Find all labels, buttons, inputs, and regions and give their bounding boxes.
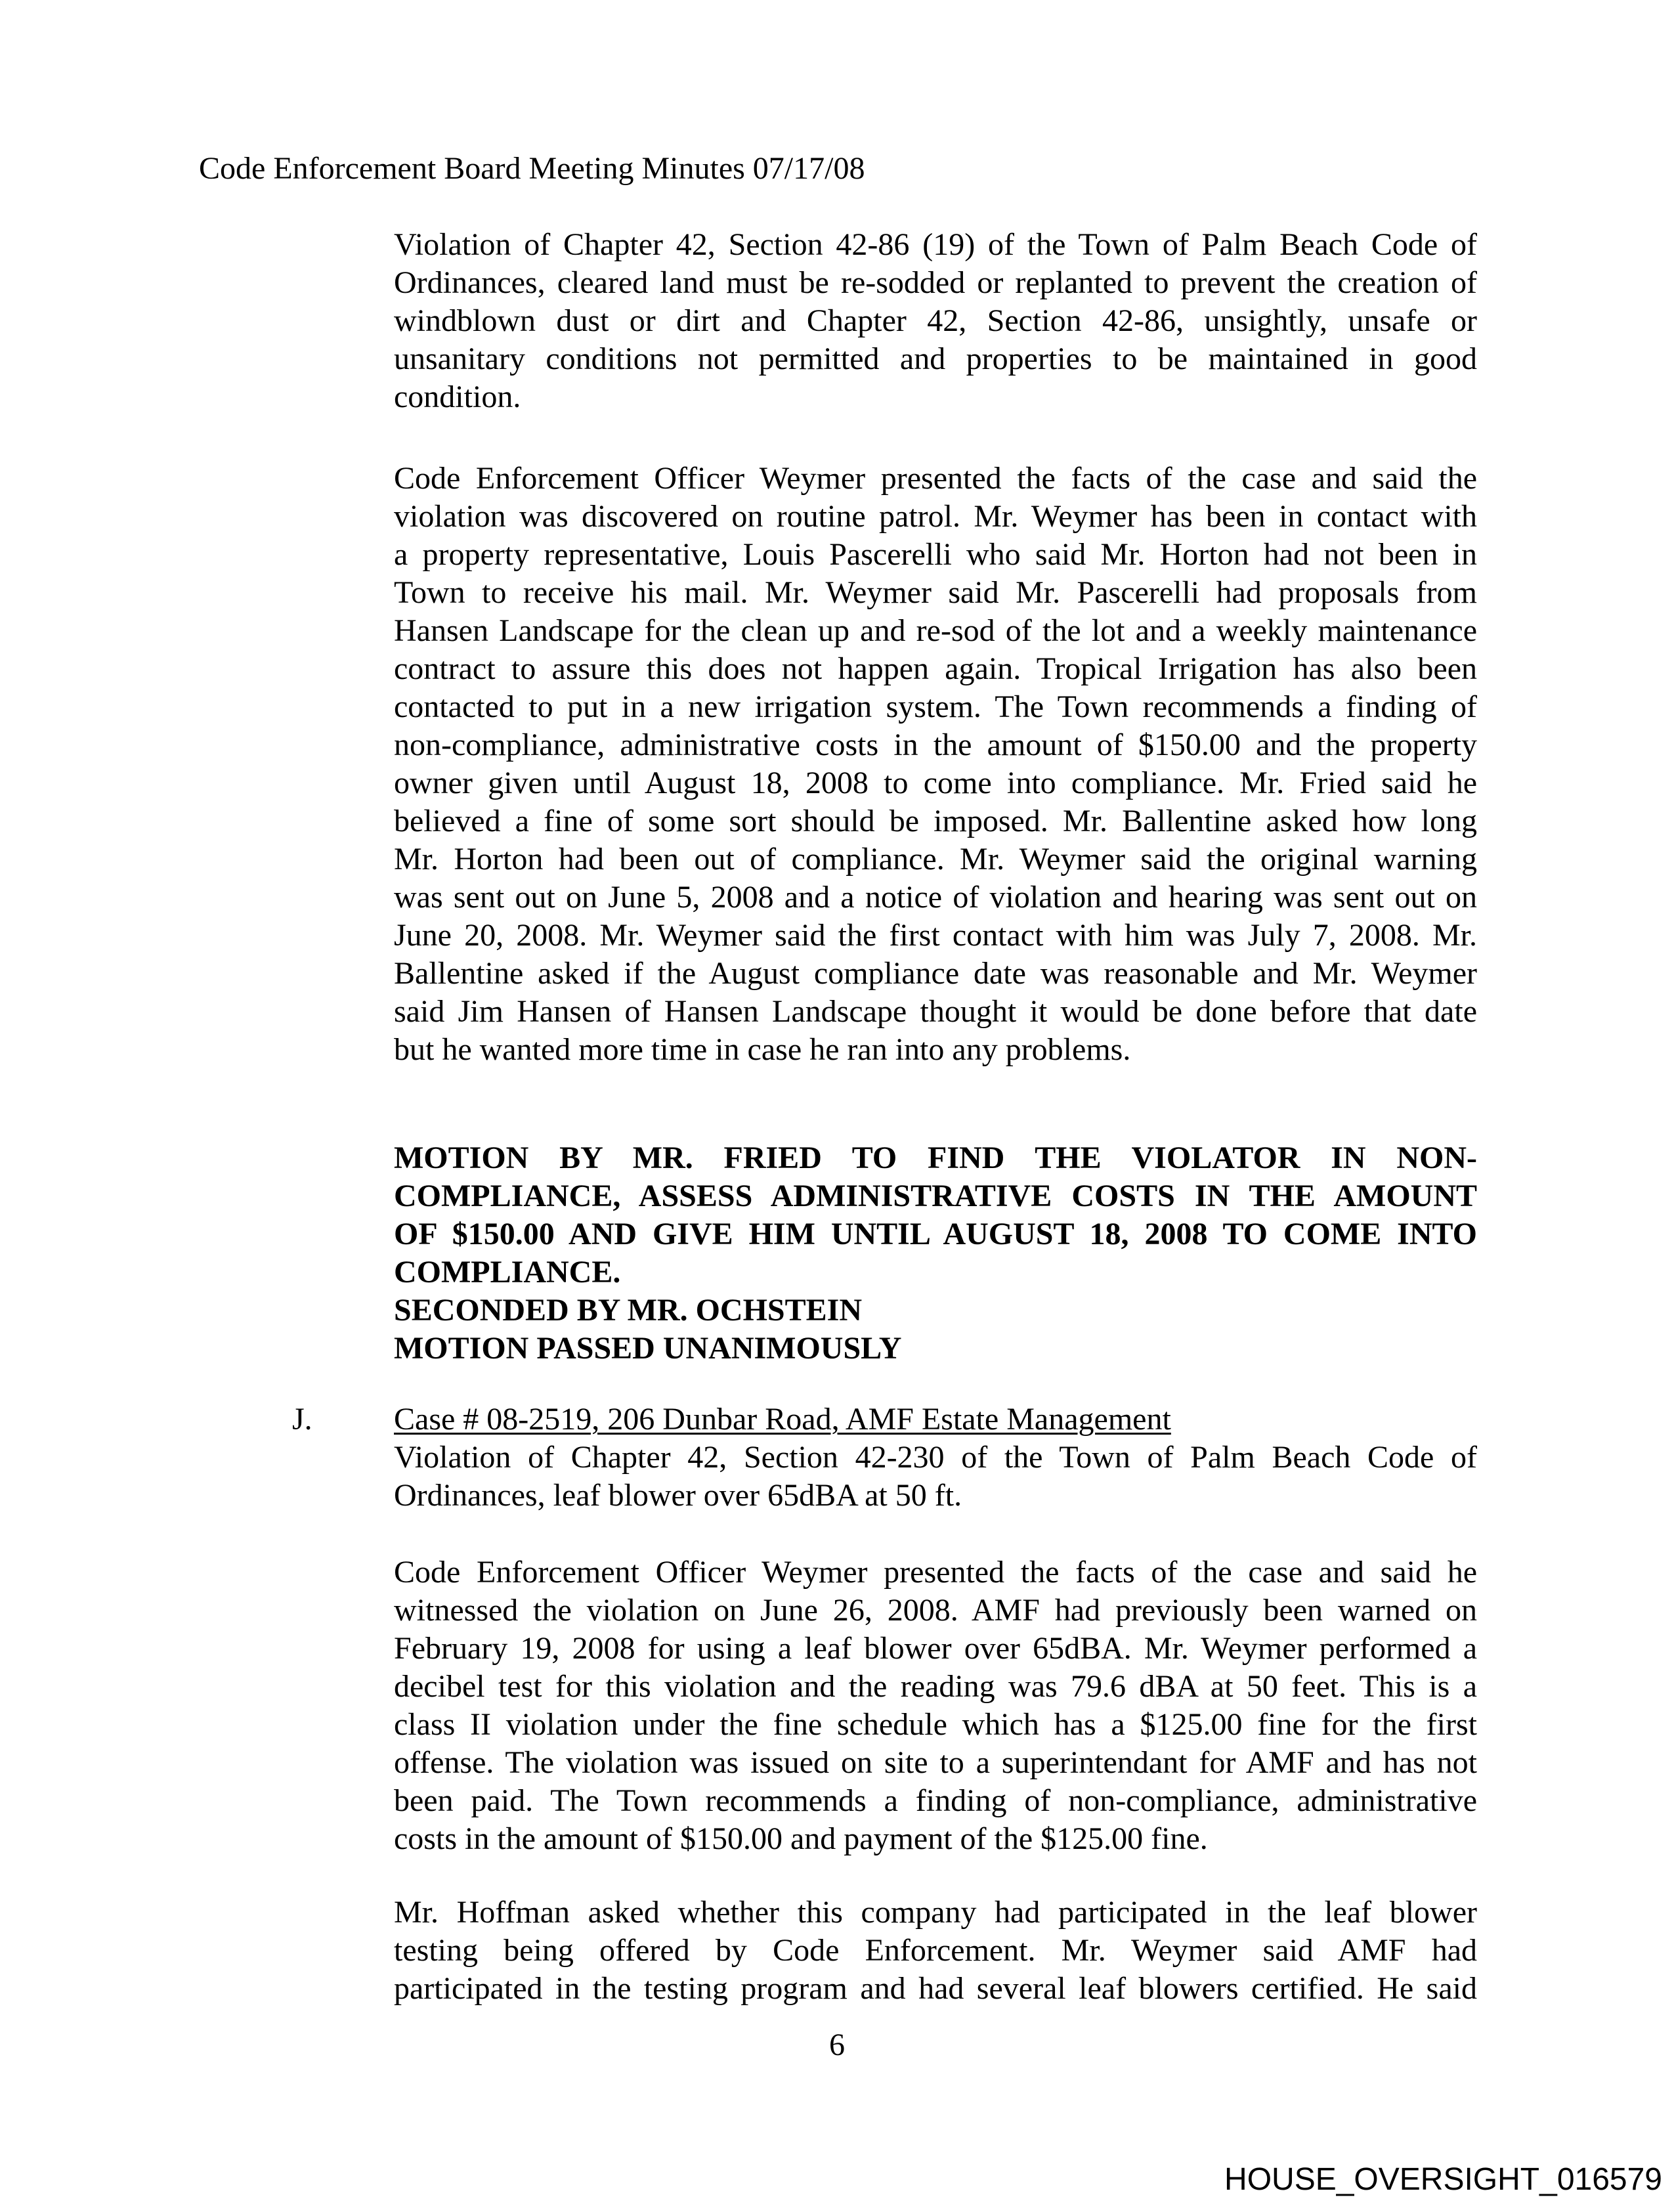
text-line: testing being offered by Code Enforcement. Mr. Weymer said AMF had — [394, 1933, 1477, 1968]
page-header: Code Enforcement Board Meeting Minutes 07/17/08 — [199, 151, 865, 186]
motion-block — [394, 1139, 1477, 1368]
paragraph-hoffman-question — [394, 1894, 1477, 2008]
text-line: non-compliance, administrative costs in the amount of $150.00 and the property — [394, 727, 1477, 762]
text-line: been paid. The Town recommends a finding of non-compliance, administrative — [394, 1783, 1477, 1818]
text-line: unsanitary conditions not permitted and properties to be maintained in good — [394, 341, 1477, 376]
text-line: owner given until August 18, 2008 to come into compliance. Mr. Fried said he — [394, 766, 1477, 800]
case-title: Case # 08-2519, 206 Dunbar Road, AMF Estate Management — [394, 1402, 1171, 1437]
item-letter-j: J. — [292, 1402, 312, 1437]
text-line: decibel test for this violation and the reading was 79.6 dBA at 50 feet. This is a — [394, 1669, 1477, 1704]
text-line: but he wanted more time in case he ran into any problems. — [394, 1032, 1131, 1067]
text-line: June 20, 2008. Mr. Weymer said the first contact with him was July 7, 2008. Mr. — [394, 918, 1477, 953]
text-line: Town to receive his mail. Mr. Weymer said Mr. Pascerelli had proposals from — [394, 575, 1477, 610]
text-line: Violation of Chapter 42, Section 42-86 (19) of the Town of Palm Beach Code of — [394, 227, 1477, 262]
text-line: believed a fine of some sort should be imposed. Mr. Ballentine asked how long — [394, 804, 1477, 838]
paragraph-case-i-violation — [394, 226, 1477, 416]
page-number: 6 — [829, 2028, 845, 2062]
text-line: witnessed the violation on June 26, 2008. AMF had previously been warned on — [394, 1593, 1477, 1628]
item-j-violation — [394, 1439, 1477, 1515]
text-line: costs in the amount of $150.00 and payment of the $125.00 fine. — [394, 1821, 1208, 1856]
text-line: Ballentine asked if the August compliance date was reasonable and Mr. Weymer — [394, 956, 1477, 991]
text-line: contract to assure this does not happen again. Tropical Irrigation has also been — [394, 651, 1477, 686]
text-line: contacted to put in a new irrigation system. The Town recommends a finding of — [394, 689, 1477, 724]
text-line: violation was discovered on routine patrol. Mr. Weymer has been in contact with — [394, 499, 1477, 534]
text-line: a property representative, Louis Pascerelli who said Mr. Horton had not been in — [394, 537, 1477, 572]
text-line: condition. — [394, 380, 521, 414]
text-line: MOTION BY MR. FRIED TO FIND THE VIOLATOR IN NON- — [394, 1140, 1477, 1175]
text-line: Mr. Horton had been out of compliance. Mr. Weymer said the original warning — [394, 842, 1477, 877]
motion-text — [394, 1139, 1477, 1291]
motion-seconded-line: SECONDED BY MR. OCHSTEIN — [394, 1293, 862, 1328]
text-line: February 19, 2008 for using a leaf blower over 65dBA. Mr. Weymer performed a — [394, 1631, 1477, 1666]
text-line: COMPLIANCE, ASSESS ADMINISTRATIVE COSTS IN THE AMOUNT — [394, 1179, 1477, 1213]
text-line: Violation of Chapter 42, Section 42-230 of the Town of Palm Beach Code of — [394, 1440, 1477, 1475]
item-j-block — [394, 1400, 1477, 1515]
text-line: Ordinances, cleared land must be re-sodded or replanted to prevent the creation of — [394, 265, 1477, 300]
text-line: windblown dust or dirt and Chapter 42, Section 42-86, unsightly, unsafe or — [394, 303, 1477, 338]
text-line: Hansen Landscape for the clean up and re-sod of the lot and a weekly maintenance — [394, 613, 1477, 648]
paragraph-case-i-discussion — [394, 460, 1477, 1069]
text-line: Code Enforcement Officer Weymer presented the facts of the case and said the — [394, 461, 1477, 496]
text-line: said Jim Hansen of Hansen Landscape thought it would be done before that date — [394, 994, 1477, 1029]
text-line: Code Enforcement Officer Weymer presented the facts of the case and said he — [394, 1555, 1477, 1590]
motion-passed-line: MOTION PASSED UNANIMOUSLY — [394, 1331, 902, 1366]
text-line: was sent out on June 5, 2008 and a notice of violation and hearing was sent out on — [394, 880, 1477, 915]
text-line: participated in the testing program and had several leaf blowers certified. He said — [394, 1971, 1477, 2006]
case-title-line — [394, 1400, 1477, 1439]
paragraph-case-j-presentation — [394, 1553, 1477, 1858]
text-line: Ordinances, leaf blower over 65dBA at 50 ft. — [394, 1478, 962, 1513]
text-line: OF $150.00 AND GIVE HIM UNTIL AUGUST 18, 2008 TO COME INTO — [394, 1217, 1477, 1251]
bates-number: HOUSE_OVERSIGHT_016579 — [1224, 2162, 1662, 2197]
text-line: COMPLIANCE. — [394, 1255, 621, 1290]
text-line: Mr. Hoffman asked whether this company had participated in the leaf blower — [394, 1895, 1477, 1930]
text-line: class II violation under the fine schedule which has a $125.00 fine for the first — [394, 1707, 1477, 1742]
text-line: offense. The violation was issued on site to a superintendant for AMF and has not — [394, 1745, 1477, 1780]
